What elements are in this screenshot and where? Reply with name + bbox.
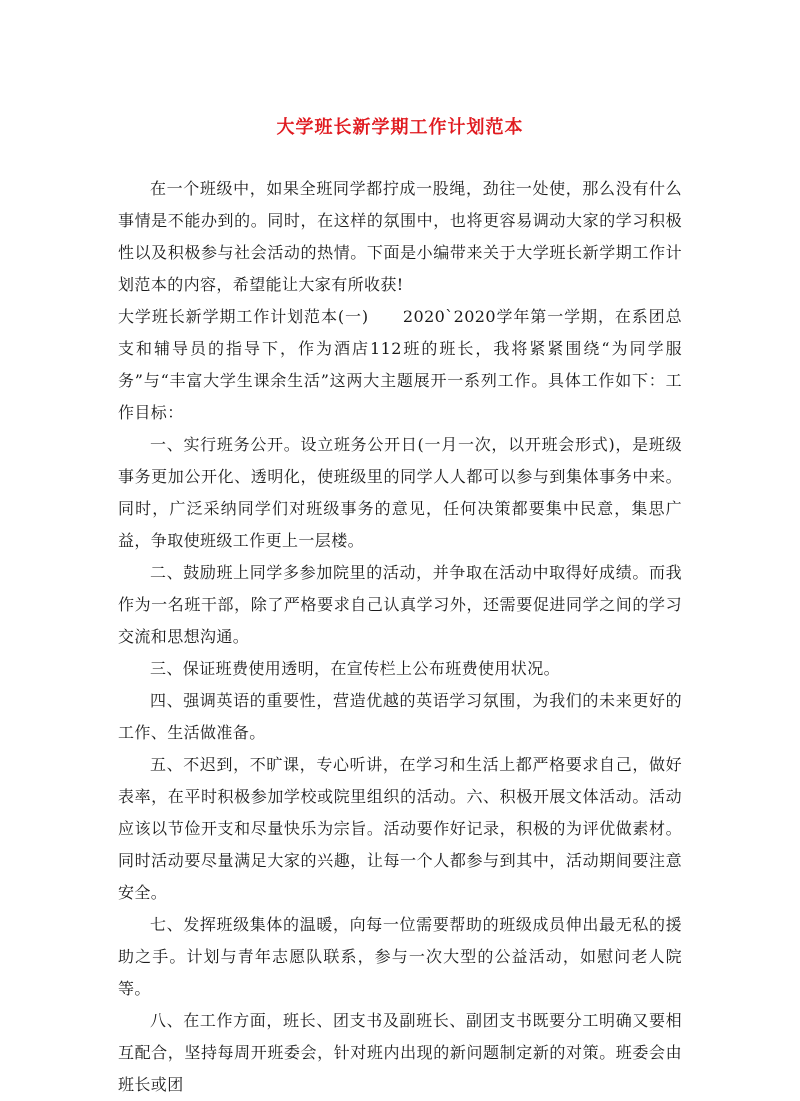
paragraph-item-1: 一、实行班务公开。设立班务公开日(一月一次，以开班会形式)，是班级事务更加公开化、透明化，使班级里的同学人人都可以参与到集体事务中来。同时，广泛采纳同学们对班级事务的意见，任何决策都要集中民意，集思广益，争取使班级工作更上一层楼。 [118,435,682,550]
paragraph-intro: 在一个班级中，如果全班同学都拧成一股绳，劲往一处使，那么没有什么事情是不能办到的。同时，在这样的氛围中，也将更容易调动大家的学习积极性以及积极参与社会活动的热情。下面是小编带来关于大学班长新学期工作计划范本的内容，希望能让大家有所收获! [118,179,682,294]
document-body [118,173,682,1101]
paragraph-item-3: 三、保证班费使用透明，在宣传栏上公布班费使用状况。 [150,659,561,678]
paragraph-item-4: 四、强调英语的重要性，营造优越的英语学习氛围，为我们的未来更好的工作、生活做准备。 [118,691,682,742]
paragraph-plan-heading: 大学班长新学期工作计划范本(一) 2020`2020学年第一学期，在系团总支和辅导员的指导下，作为酒店112班的班长，我将紧紧围绕“为同学服务”与“丰富大学生课余生活”这两大主题展开一系列工作。具体工作如下：工作目标： [118,307,682,422]
document-title: 大学班长新学期工作计划范本 [276,117,524,138]
paragraph-item-5-6: 五、不迟到，不旷课，专心听讲，在学习和生活上都严格要求自己，做好表率，在平时积极参加学校或院里组织的活动。六、积极开展文体活动。活动应该以节俭开支和尽量快乐为宗旨。活动要作好记录，积极的为评优做素材。同时活动要尽量满足大家的兴趣，让每一个人都参与到其中，活动期间要注意安全。 [118,755,682,902]
paragraph-item-2: 二、鼓励班上同学多参加院里的活动，并争取在活动中取得好成绩。而我作为一名班干部，除了严格要求自己认真学习外，还需要促进同学之间的学习交流和思想沟通。 [118,563,682,646]
paragraph-item-7: 七、发挥班级集体的温暖，向每一位需要帮助的班级成员伸出最无私的援助之手。计划与青年志愿队联系，参与一次大型的公益活动，如慰问老人院等。 [118,915,682,998]
paragraph-item-8: 八、在工作方面，班长、团支书及副班长、副团支书既要分工明确又要相互配合，坚持每周开班委会，针对班内出现的新问题制定新的对策。班委会由班长或团 [118,1011,682,1094]
